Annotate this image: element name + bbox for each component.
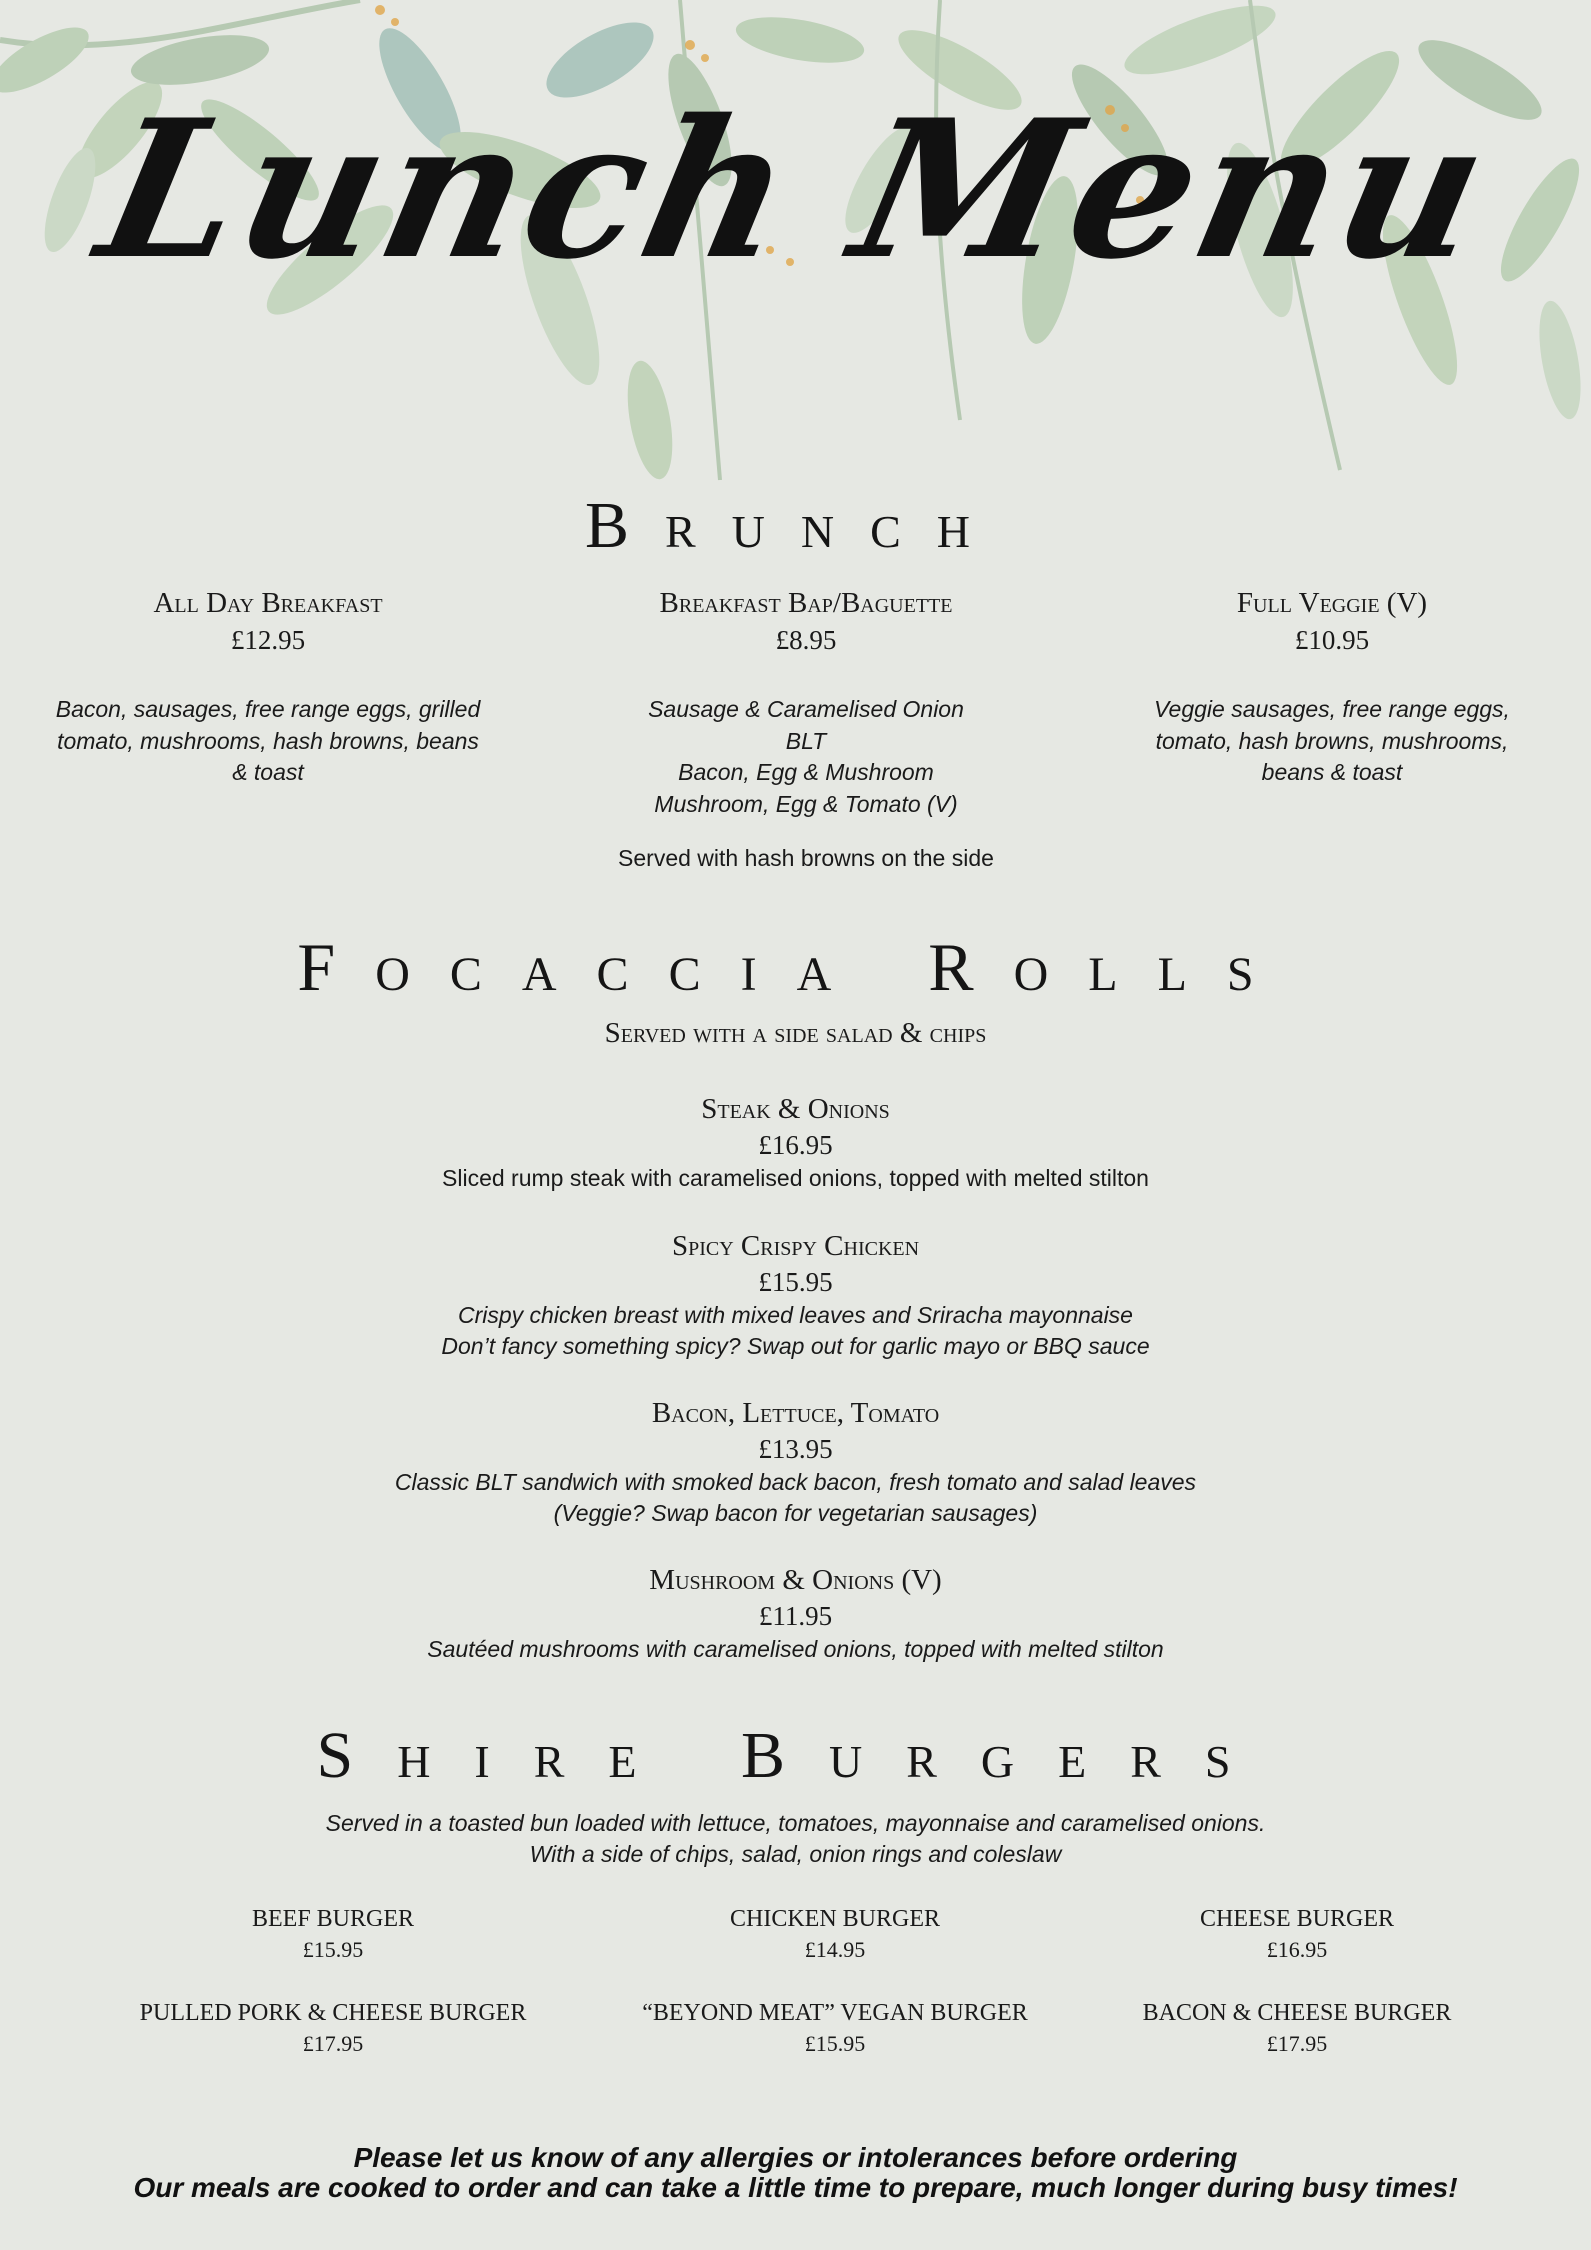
brunch-item-all-day-breakfast: [18, 584, 518, 789]
item-price: £17.95: [302, 2031, 364, 2056]
item-price: £13.95: [758, 1434, 833, 1464]
burger-item-bacon-cheese: [1067, 1997, 1527, 2059]
burger-item-cheese: [1067, 1903, 1527, 1965]
desc-line: tomato, hash browns, mushrooms,: [1155, 727, 1509, 754]
item-price: £15.95: [302, 1937, 364, 1962]
note-line: With a side of chips, salad, onion rings and coleslaw: [529, 1841, 1062, 1867]
item-name: Steak & Onions: [701, 1093, 890, 1125]
roll-item-steak-onions: [0, 1091, 1591, 1194]
item-name: “BEYOND MEAT” VEGAN BURGER: [642, 2000, 1028, 2026]
roll-item-spicy-chicken: [0, 1228, 1591, 1362]
desc-line: BLT: [785, 727, 827, 754]
note-line: Served in a toasted bun loaded with lettuce, tomatoes, mayonnaise and caramelised onions.: [325, 1810, 1266, 1836]
brunch-item-full-veggie: [1082, 584, 1582, 789]
item-name: CHICKEN BURGER: [729, 1906, 940, 1932]
footer-line: Our meals are cooked to order and can take a little time to prepare, much longer during busy times!: [133, 2172, 1458, 2203]
item-price: £14.95: [804, 1937, 866, 1962]
desc-line: Mushroom, Egg & Tomato (V): [654, 790, 958, 817]
allergy-notice: [0, 2143, 1591, 2203]
roll-item-blt: [0, 1395, 1591, 1529]
item-price: £16.95: [758, 1130, 833, 1160]
item-description: [1082, 694, 1582, 789]
item-description: Sautéed mushrooms with caramelised onions, topped with melted stilton: [427, 1636, 1164, 1662]
item-name: Bacon, Lettuce, Tomato: [651, 1397, 940, 1429]
item-description: Sliced rump steak with caramelised onions, topped with melted stilton: [442, 1165, 1149, 1191]
focaccia-subtitle: Served with a side salad & chips: [604, 1017, 987, 1049]
burger-item-vegan: [605, 1997, 1065, 2059]
item-name: Mushroom & Onions (V): [649, 1564, 942, 1596]
item-price: £8.95: [775, 625, 837, 655]
item-price: £12.95: [230, 625, 306, 655]
desc-line: tomato, mushrooms, hash browns, beans: [57, 727, 479, 754]
item-name: PULLED PORK & CHEESE BURGER: [139, 2000, 527, 2026]
item-description: (Veggie? Swap bacon for vegetarian sausages): [553, 1500, 1038, 1526]
item-price: £10.95: [1294, 625, 1370, 655]
desc-line: Sausage & Caramelised Onion: [648, 696, 964, 722]
burgers-note: [0, 1808, 1591, 1870]
item-price: £17.95: [1266, 2031, 1328, 2056]
item-description: [18, 694, 518, 789]
item-description: [556, 694, 1056, 820]
item-description: Classic BLT sandwich with smoked back bacon, fresh tomato and salad leaves: [394, 1469, 1197, 1495]
item-price: £16.95: [1266, 1937, 1328, 1962]
item-description: Crispy chicken breast with mixed leaves and Sriracha mayonnaise: [458, 1302, 1133, 1328]
item-name: Full Veggie (V): [1236, 587, 1428, 619]
burger-item-beef: [103, 1903, 563, 1965]
item-price: £15.95: [804, 2031, 866, 2056]
burger-item-chicken: [605, 1903, 1065, 1965]
item-name: BEEF BURGER: [251, 1906, 415, 1932]
item-name: Breakfast Bap/Baguette: [659, 587, 953, 619]
brunch-heading: Brunch: [584, 489, 1007, 562]
burger-item-pulled-pork: [103, 1997, 563, 2059]
brunch-note: Served with hash browns on the side: [618, 845, 994, 871]
footer-line: Please let us know of any allergies or intolerances before ordering: [353, 2142, 1238, 2173]
desc-line: Veggie sausages, free range eggs,: [1154, 696, 1510, 722]
item-name: BACON & CHEESE BURGER: [1142, 2000, 1452, 2026]
item-price: £15.95: [758, 1267, 833, 1297]
item-description: Don’t fancy something spicy? Swap out for garlic mayo or BBQ sauce: [441, 1333, 1150, 1359]
item-name: Spicy Crispy Chicken: [671, 1230, 920, 1262]
brunch-item-breakfast-bap: [556, 584, 1056, 820]
roll-item-mushroom-onions: [0, 1562, 1591, 1665]
item-name: All Day Breakfast: [153, 587, 383, 619]
desc-line: & toast: [232, 759, 304, 785]
burgers-heading: Shire Burgers: [316, 1719, 1275, 1792]
desc-line: Bacon, sausages, free range eggs, grilled: [55, 696, 481, 722]
menu-title: Lunch Menu: [83, 78, 1508, 301]
item-name: CHEESE BURGER: [1199, 1906, 1394, 1932]
desc-line: Bacon, Egg & Mushroom: [678, 759, 934, 785]
focaccia-heading: Focaccia Rolls: [297, 929, 1294, 1005]
desc-line: beans & toast: [1261, 759, 1403, 785]
item-price: £11.95: [758, 1601, 833, 1631]
